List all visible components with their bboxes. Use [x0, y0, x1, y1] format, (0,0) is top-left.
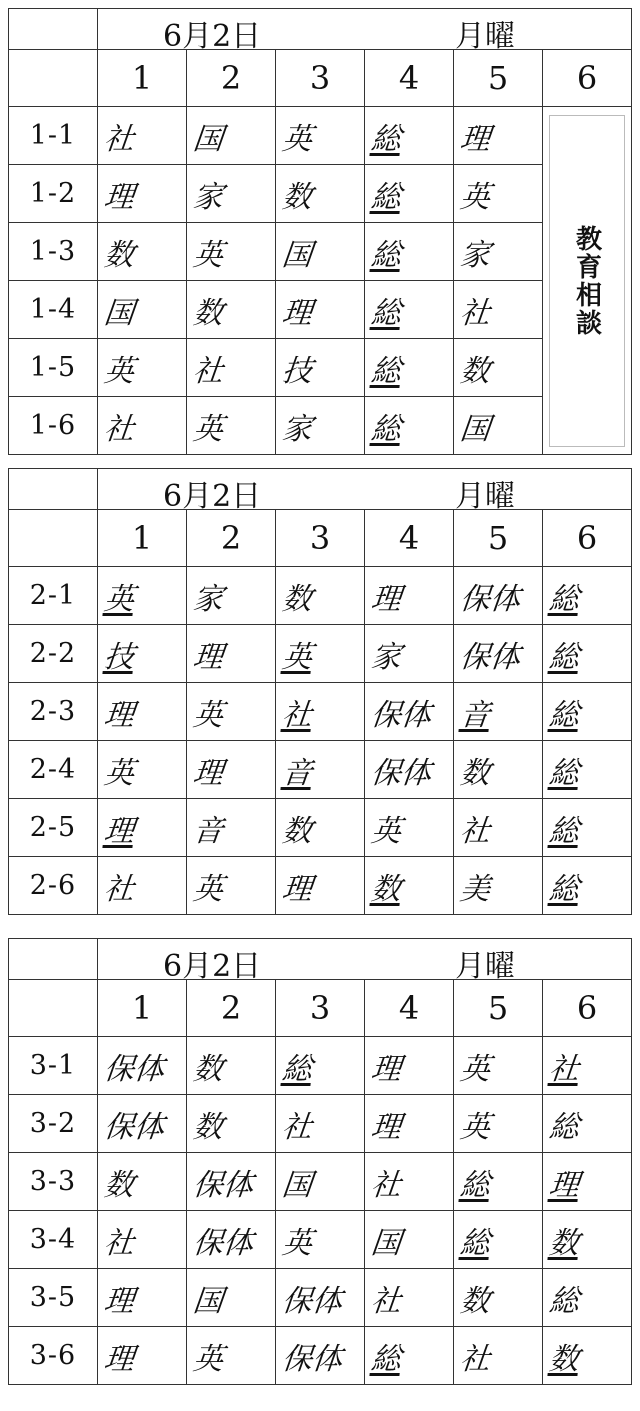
subject-cell: 総: [539, 1095, 634, 1153]
subject-cell: 数: [539, 1211, 634, 1269]
period-header: 3: [276, 510, 365, 567]
class-label: 1-4: [9, 281, 98, 339]
subject-cell: 社: [539, 1037, 634, 1095]
subject-cell: 保体: [450, 567, 545, 625]
subject-cell: 総: [539, 741, 634, 799]
table-row: [9, 165, 632, 223]
subject-cell: 英: [272, 1211, 367, 1269]
date-label: 6月2日: [163, 949, 262, 984]
date-header-row: [9, 469, 632, 510]
subject-cell: 数: [94, 223, 189, 281]
date-cell: [98, 469, 632, 514]
class-label: 1-3: [9, 223, 98, 281]
class-label: 2-4: [9, 741, 98, 799]
period-header: 4: [365, 980, 454, 1037]
subject-cell: 保体: [361, 741, 456, 799]
period-header: 5: [454, 510, 543, 567]
subject-cell: 社: [450, 281, 545, 339]
table-row: [9, 683, 632, 741]
subject-cell: 社: [94, 107, 189, 165]
subject-cell: 国: [94, 281, 189, 339]
subject-cell: 英: [94, 567, 189, 625]
subject-cell: 総: [450, 1153, 545, 1211]
subject-cell: 社: [272, 683, 367, 741]
special-period-box: [549, 115, 625, 447]
class-label: 2-6: [9, 857, 98, 915]
subject-cell: 技: [272, 339, 367, 397]
subject-cell: 総: [539, 857, 634, 915]
class-label: 3-3: [9, 1153, 98, 1211]
subject-cell: 理: [94, 165, 189, 223]
subject-cell: 音: [272, 741, 367, 799]
subject-cell: 社: [94, 397, 189, 455]
subject-cell: 数: [450, 339, 545, 397]
class-label: 3-5: [9, 1269, 98, 1327]
subject-cell: 家: [361, 625, 456, 683]
subject-cell: 数: [272, 165, 367, 223]
date-header-row: [9, 939, 632, 980]
subject-cell: 国: [183, 1269, 278, 1327]
table-row: [9, 1211, 632, 1269]
period-header: 1: [98, 510, 187, 567]
subject-cell: 英: [183, 683, 278, 741]
subject-cell: 保体: [94, 1037, 189, 1095]
subject-cell: 社: [450, 1327, 545, 1385]
subject-cell: 数: [272, 799, 367, 857]
corner-cell: [9, 939, 98, 980]
subject-cell: 総: [539, 625, 634, 683]
subject-cell: 数: [450, 1269, 545, 1327]
period-header: 4: [365, 50, 454, 107]
subject-cell: 総: [361, 165, 456, 223]
class-label: 3-1: [9, 1037, 98, 1095]
special-period-label: 教育相談: [571, 224, 602, 337]
table-row: [9, 567, 632, 625]
class-label: 2-2: [9, 625, 98, 683]
grade3-timetable: [8, 938, 632, 1385]
period-header: 5: [454, 50, 543, 107]
subject-cell: 国: [272, 1153, 367, 1211]
subject-cell: 家: [183, 165, 278, 223]
special-period-cell: [543, 107, 632, 455]
subject-cell: 音: [183, 799, 278, 857]
weekday-label: 月曜: [455, 19, 515, 54]
table-row: [9, 339, 632, 397]
subject-cell: 理: [94, 1269, 189, 1327]
subject-cell: 英: [272, 107, 367, 165]
subject-cell: 総: [539, 799, 634, 857]
subject-cell: 理: [272, 857, 367, 915]
subject-cell: 英: [450, 165, 545, 223]
subject-cell: 数: [183, 281, 278, 339]
table-row: [9, 625, 632, 683]
table-row: [9, 857, 632, 915]
period-header: 1: [98, 980, 187, 1037]
period-header: 1: [98, 50, 187, 107]
subject-cell: 理: [94, 683, 189, 741]
grade1-timetable: [8, 8, 632, 455]
subject-cell: 総: [539, 1269, 634, 1327]
subject-cell: 総: [361, 107, 456, 165]
subject-cell: 家: [183, 567, 278, 625]
subject-cell: 保体: [94, 1095, 189, 1153]
subject-cell: 英: [361, 799, 456, 857]
period-header: 6: [543, 980, 632, 1037]
subject-cell: 総: [539, 683, 634, 741]
subject-cell: 社: [94, 857, 189, 915]
subject-cell: 国: [450, 397, 545, 455]
subject-cell: 数: [272, 567, 367, 625]
corner-cell: [9, 469, 98, 510]
subject-cell: 理: [94, 799, 189, 857]
period-header: 6: [543, 50, 632, 107]
subject-cell: 国: [183, 107, 278, 165]
table-row: [9, 107, 632, 165]
period-header: 2: [187, 980, 276, 1037]
class-label: 2-3: [9, 683, 98, 741]
subject-cell: 保体: [450, 625, 545, 683]
subject-cell: 社: [361, 1153, 456, 1211]
period-header: 5: [454, 980, 543, 1037]
table-row: [9, 397, 632, 455]
period-header-row: [9, 50, 632, 107]
corner-cell: [9, 9, 98, 50]
period-header: 4: [365, 510, 454, 567]
table-row: [9, 223, 632, 281]
grade2-timetable: [8, 468, 632, 915]
date-cell: [98, 9, 632, 54]
subject-cell: 英: [450, 1037, 545, 1095]
subject-cell: 英: [183, 1327, 278, 1385]
subject-cell: 総: [539, 567, 634, 625]
class-label: 3-2: [9, 1095, 98, 1153]
subject-cell: 社: [361, 1269, 456, 1327]
date-header-row: [9, 9, 632, 50]
date-label: 6月2日: [163, 19, 262, 54]
subject-cell: 保体: [272, 1327, 367, 1385]
table-row: [9, 1037, 632, 1095]
subject-cell: 社: [272, 1095, 367, 1153]
subject-cell: 国: [361, 1211, 456, 1269]
subject-cell: 理: [183, 741, 278, 799]
subject-cell: 総: [450, 1211, 545, 1269]
table-row: [9, 1095, 632, 1153]
subject-cell: 英: [183, 223, 278, 281]
subject-cell: 保体: [183, 1153, 278, 1211]
subject-cell: 保体: [361, 683, 456, 741]
subject-cell: 総: [272, 1037, 367, 1095]
subject-cell: 理: [361, 1037, 456, 1095]
subject-cell: 総: [361, 339, 456, 397]
period-corner: [9, 510, 98, 567]
table-row: [9, 1269, 632, 1327]
class-label: 3-6: [9, 1327, 98, 1385]
subject-cell: 総: [361, 397, 456, 455]
subject-cell: 数: [94, 1153, 189, 1211]
class-label: 1-1: [9, 107, 98, 165]
period-corner: [9, 980, 98, 1037]
subject-cell: 社: [450, 799, 545, 857]
subject-cell: 技: [94, 625, 189, 683]
subject-cell: 社: [183, 339, 278, 397]
subject-cell: 英: [94, 339, 189, 397]
period-header: 6: [543, 510, 632, 567]
subject-cell: 保体: [272, 1269, 367, 1327]
subject-cell: 英: [272, 625, 367, 683]
class-label: 1-5: [9, 339, 98, 397]
date-label: 6月2日: [163, 479, 262, 514]
period-corner: [9, 50, 98, 107]
subject-cell: 英: [94, 741, 189, 799]
subject-cell: 総: [361, 223, 456, 281]
table-row: [9, 1153, 632, 1211]
class-label: 2-1: [9, 567, 98, 625]
subject-cell: 英: [183, 857, 278, 915]
period-header: 3: [276, 50, 365, 107]
table-row: [9, 281, 632, 339]
date-cell: [98, 939, 632, 984]
subject-cell: 家: [272, 397, 367, 455]
subject-cell: 理: [94, 1327, 189, 1385]
subject-cell: 家: [450, 223, 545, 281]
period-header-row: [9, 980, 632, 1037]
subject-cell: 英: [183, 397, 278, 455]
subject-cell: 理: [450, 107, 545, 165]
subject-cell: 音: [450, 683, 545, 741]
period-header: 2: [187, 50, 276, 107]
weekday-label: 月曜: [455, 479, 515, 514]
subject-cell: 数: [183, 1095, 278, 1153]
subject-cell: 国: [272, 223, 367, 281]
subject-cell: 数: [450, 741, 545, 799]
subject-cell: 総: [361, 281, 456, 339]
class-label: 3-4: [9, 1211, 98, 1269]
table-row: [9, 1327, 632, 1385]
period-header-row: [9, 510, 632, 567]
class-label: 1-6: [9, 397, 98, 455]
period-header: 2: [187, 510, 276, 567]
subject-cell: 数: [539, 1327, 634, 1385]
subject-cell: 理: [361, 567, 456, 625]
period-header: 3: [276, 980, 365, 1037]
weekday-label: 月曜: [455, 949, 515, 984]
class-label: 1-2: [9, 165, 98, 223]
class-label: 2-5: [9, 799, 98, 857]
table-row: [9, 799, 632, 857]
subject-cell: 英: [450, 1095, 545, 1153]
subject-cell: 理: [539, 1153, 634, 1211]
subject-cell: 保体: [183, 1211, 278, 1269]
table-row: [9, 741, 632, 799]
subject-cell: 数: [361, 857, 456, 915]
subject-cell: 社: [94, 1211, 189, 1269]
subject-cell: 総: [361, 1327, 456, 1385]
subject-cell: 数: [183, 1037, 278, 1095]
subject-cell: 理: [361, 1095, 456, 1153]
subject-cell: 理: [272, 281, 367, 339]
subject-cell: 理: [183, 625, 278, 683]
subject-cell: 美: [450, 857, 545, 915]
